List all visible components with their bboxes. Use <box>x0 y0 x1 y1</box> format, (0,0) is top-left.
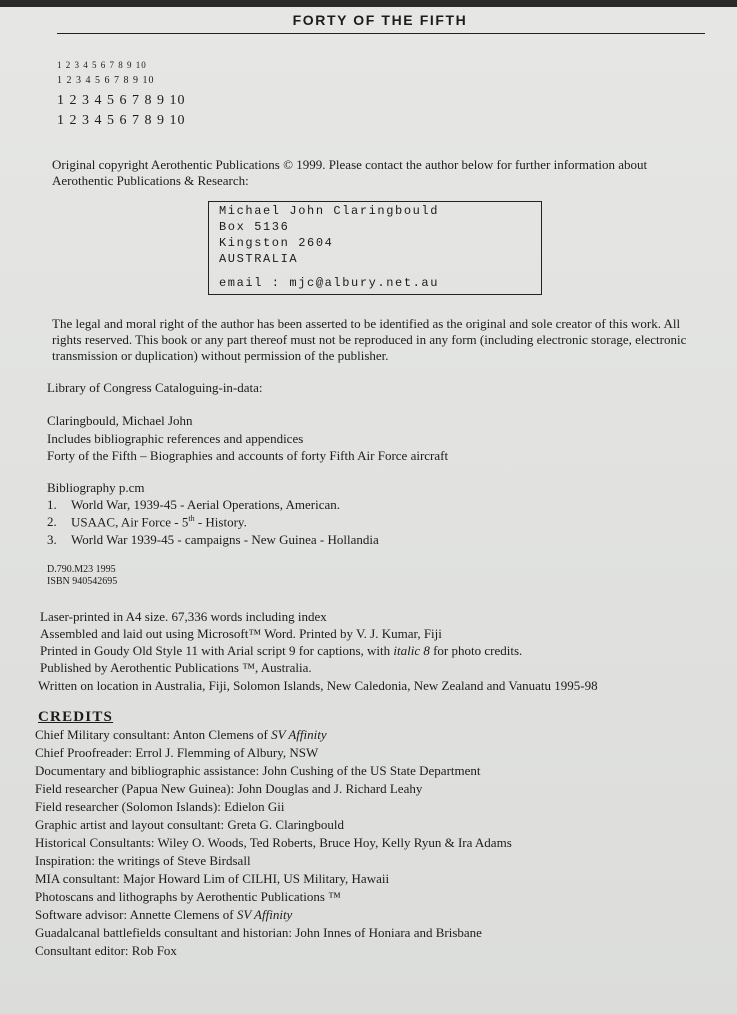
credit-text: Chief Military consultant: Anton Clemens of <box>35 727 272 742</box>
subject-text: World War 1939-45 - campaigns - New Guinea - Hollandia <box>71 532 379 547</box>
printed-text: Printed in Goudy Old Style 11 with Arial script 9 for captions, with <box>40 643 394 658</box>
copyright-notice: Original copyright Aerothentic Publications © 1999. Please contact the author below for further information about Aerothentic Publications & Research: <box>52 157 648 188</box>
credit-italic: SV Affinity <box>271 727 327 742</box>
catalog-heading: Library of Congress Cataloguing-in-data: <box>47 380 263 395</box>
author-address-box <box>208 201 542 295</box>
catalog-title: Forty of the Fifth – Biographies and accounts of forty Fifth Air Force aircraft <box>47 448 449 463</box>
credit-line: Field researcher (Papua New Guinea): John Douglas and J. Richard Leahy <box>35 781 423 796</box>
credit-line: Chief Proofreader: Errol J. Flemming of Albury, NSW <box>35 745 319 760</box>
subject-number: 3. <box>47 532 57 547</box>
subject-item <box>47 532 379 548</box>
running-header: FORTY OF THE FIFTH <box>292 12 468 28</box>
subject-superscript: th <box>188 514 195 523</box>
subject-item <box>47 514 247 530</box>
catalog-bibliography: Bibliography p.cm <box>47 480 145 495</box>
laser-print-line: Laser-printed in A4 size. 67,336 words including index <box>40 609 327 624</box>
print-line: 1 2 3 4 5 6 7 8 9 10 <box>57 113 186 128</box>
credit-line: Documentary and bibliographic assistance: John Cushing of the US State Department <box>35 763 481 778</box>
address-city: Kingston 2604 <box>219 236 334 250</box>
print-line: 1 2 3 4 5 6 7 8 9 10 <box>57 60 147 70</box>
address-box: Box 5136 <box>219 220 290 234</box>
subject-number: 1. <box>47 497 57 512</box>
credit-line: Historical Consultants: Wiley O. Woods, Ted Roberts, Bruce Hoy, Kelly Ryun & Ira Adams <box>35 835 512 850</box>
credits-title: CREDITS <box>38 709 114 725</box>
isbn: ISBN 940542695 <box>47 576 118 587</box>
credit-line: MIA consultant: Major Howard Lim of CILHI, US Military, Hawaii <box>35 871 390 886</box>
credit-line: Inspiration: the writings of Steve Birdsall <box>35 853 251 868</box>
credit-line: Field researcher (Solomon Islands): Edielon Gii <box>35 799 285 814</box>
credit-line <box>35 907 292 923</box>
printed-italic: italic 8 <box>393 643 430 658</box>
printed-text-end: for photo credits. <box>429 643 523 658</box>
credit-line: Guadalcanal battlefields consultant and historian: John Innes of Honiara and Brisbane <box>35 925 482 940</box>
credit-line: Consultant editor: Rob Fox <box>35 943 177 958</box>
print-line: 1 2 3 4 5 6 7 8 9 10 <box>57 93 186 108</box>
subject-text: World War, 1939-45 - Aerial Operations, American. <box>71 497 340 512</box>
subject-text: USAAC, Air Force - 5 <box>71 514 189 530</box>
subject-number: 2. <box>47 514 57 530</box>
credit-italic: SV Affinity <box>236 907 293 922</box>
dewey-number: D.790.M23 1995 <box>47 564 116 575</box>
catalog-author: Claringbould, Michael John <box>47 413 193 428</box>
written-line: Written on location in Australia, Fiji, Solomon Islands, New Caledonia, New Zealand and Vanuatu 1995-98 <box>38 678 598 693</box>
credit-line: Graphic artist and layout consultant: Greta G. Claringbould <box>35 817 345 832</box>
subject-text-end: - History. <box>194 514 247 530</box>
credit-line <box>35 727 327 743</box>
printed-line <box>40 643 522 659</box>
published-line: Published by Aerothentic Publications ™, Australia. <box>40 660 312 675</box>
legal-notice: The legal and moral right of the author has been asserted to be identified as the original and sole creator of this work. All rights reserved. This book or any part thereof must not be reproduced in any form (including electronic storage, electronic transmission or duplication) without permission of the publisher. <box>52 316 687 363</box>
top-edge <box>0 0 737 7</box>
credit-line: Photoscans and lithographs by Aerothentic Publications ™ <box>35 889 341 904</box>
print-line: 1 2 3 4 5 6 7 8 9 10 <box>57 75 155 86</box>
address-email: email : mjc@albury.net.au <box>219 276 440 290</box>
subject-item <box>47 497 340 513</box>
catalog-includes: Includes bibliographic references and appendices <box>47 431 304 446</box>
assembled-line: Assembled and laid out using Microsoft™ Word. Printed by V. J. Kumar, Fiji <box>40 626 442 641</box>
address-country: AUSTRALIA <box>219 252 299 266</box>
header-rule <box>57 33 705 34</box>
credit-text: Software advisor: Annette Clemens of <box>35 907 237 922</box>
address-name: Michael John Claringbould <box>219 204 440 218</box>
